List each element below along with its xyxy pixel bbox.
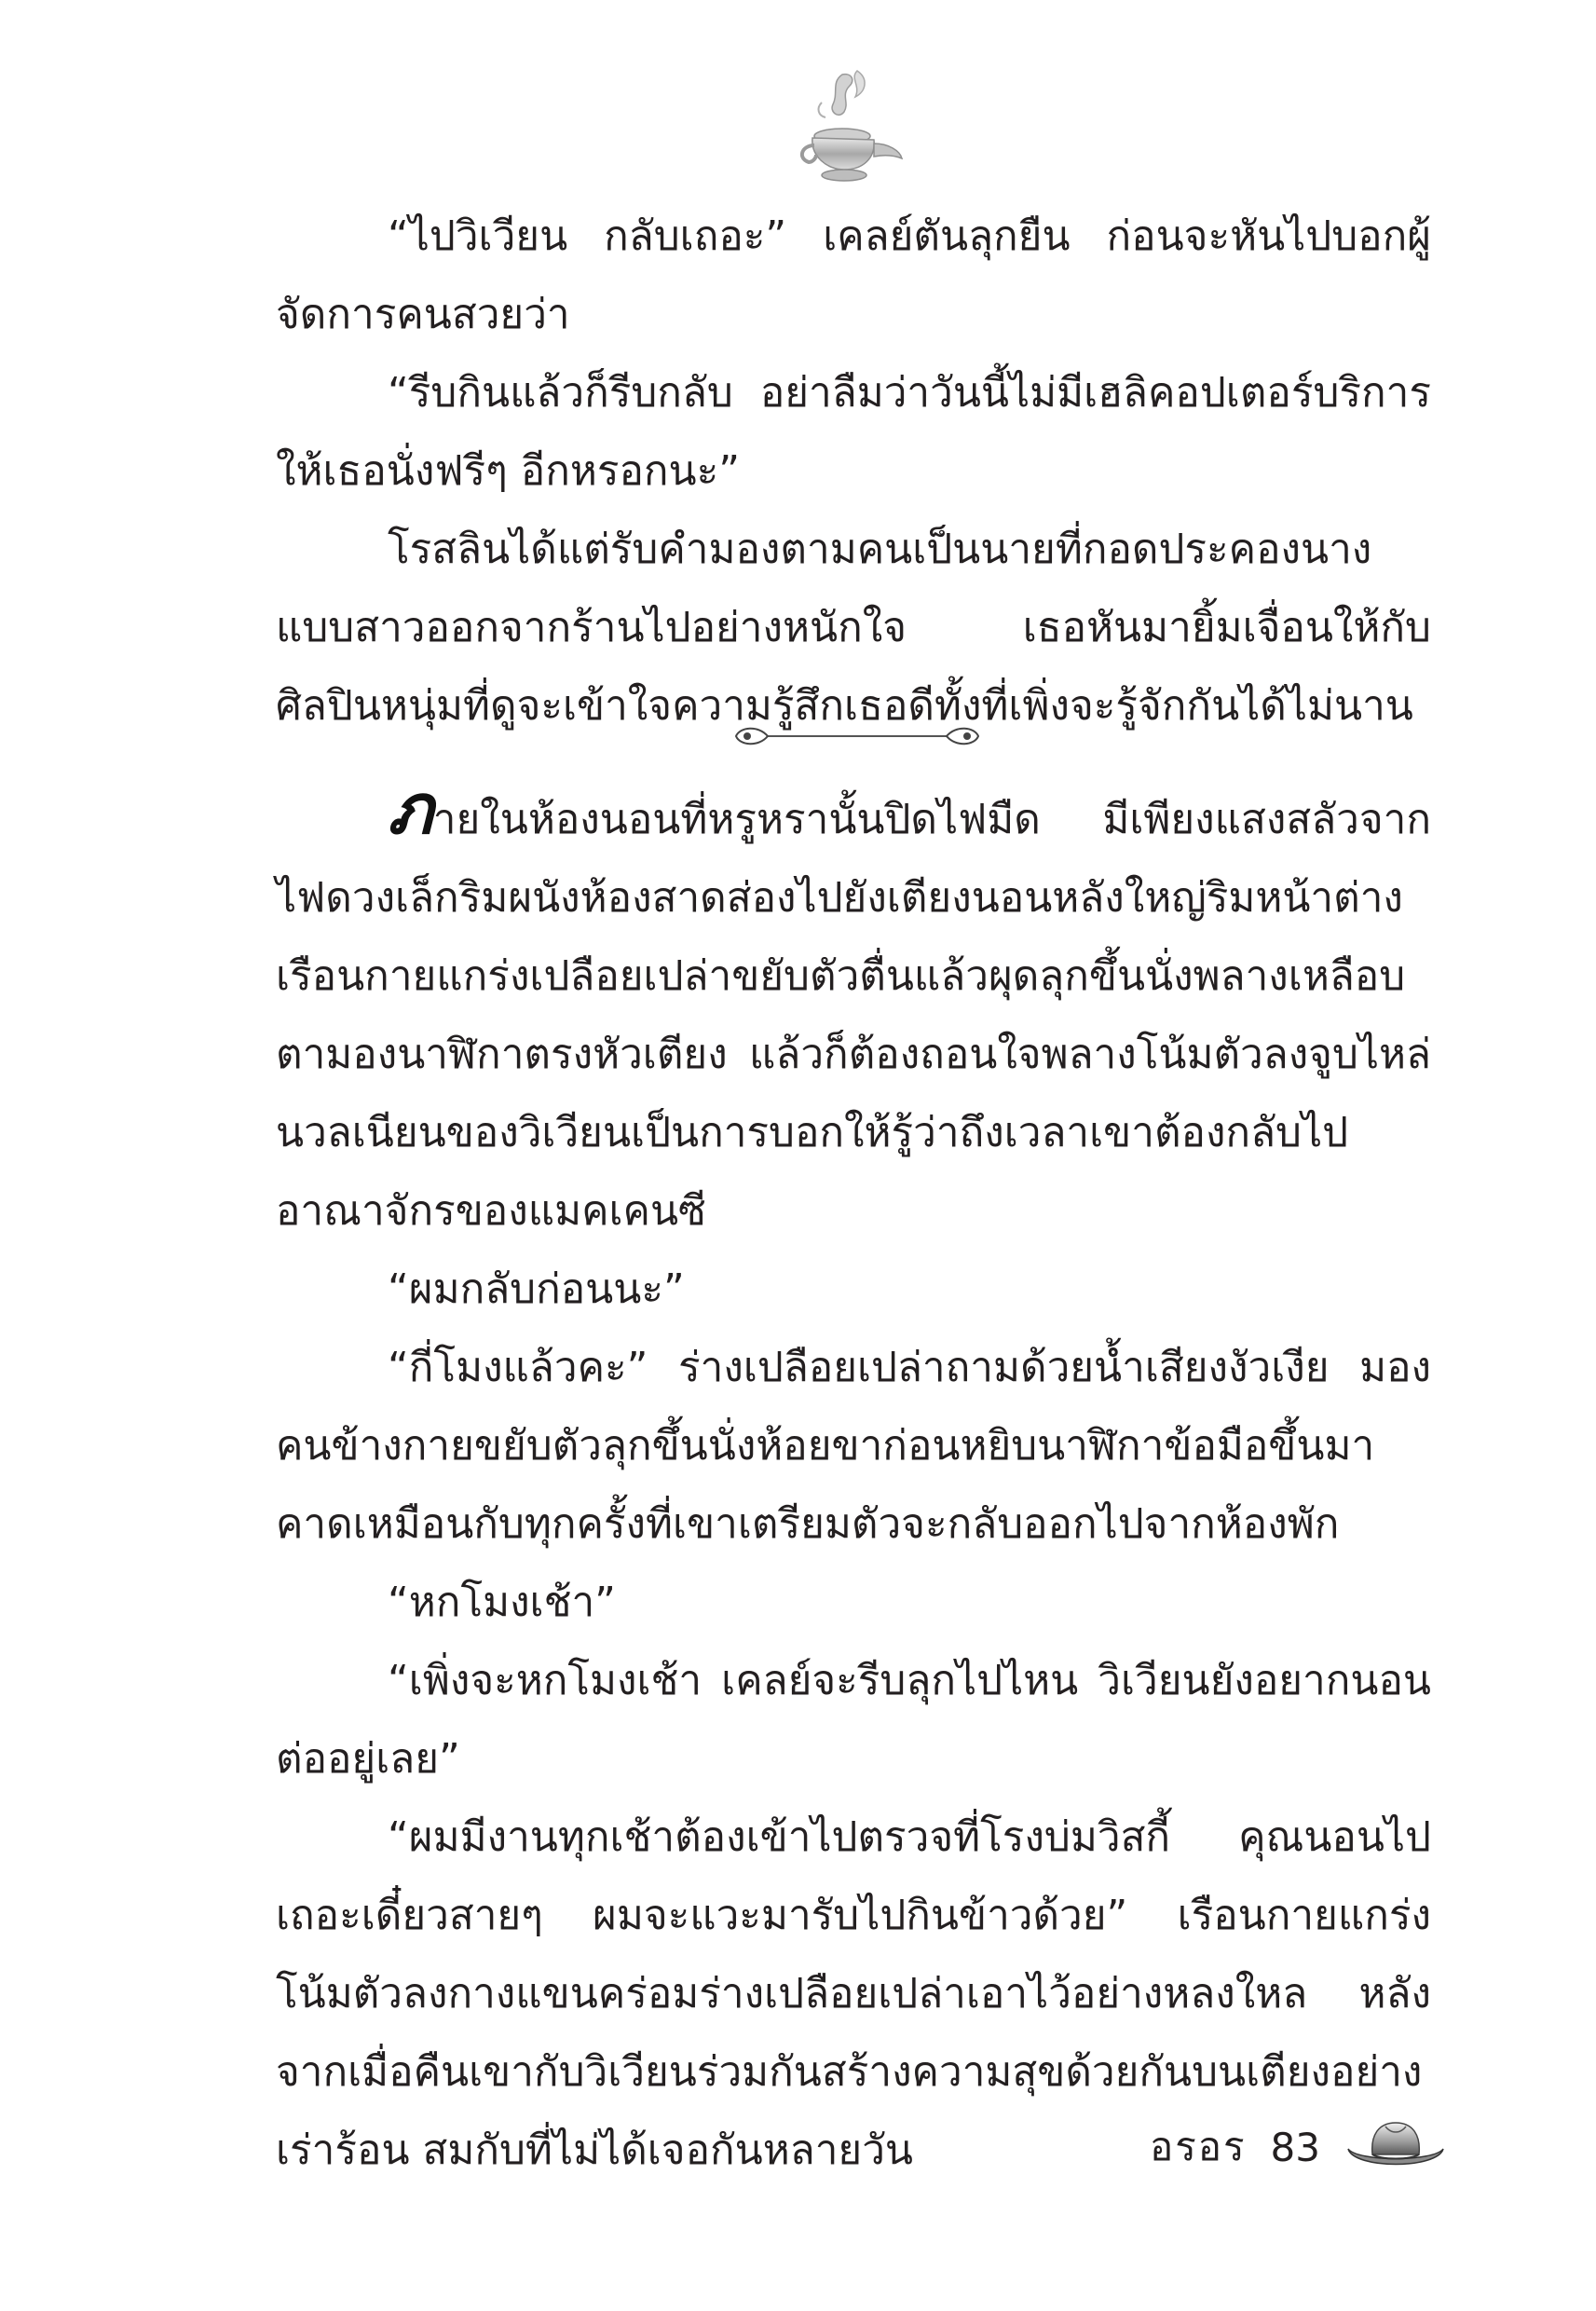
paragraph: “กี่โมงแล้วคะ” ร่างเปลือยเปล่าถามด้วยน้ำเสียงงัวเงีย มองคนข้างกายขยับตัวลุกขึ้นนั่งห้อยขาก่อนหยิบนาฬิกาข้อมือขึ้นมาคาดเหมือนกับทุกครั้งที่เขาเตรียมตัวจะกลับออกไปจากห้องพัก [276,1344,1431,1548]
teapot-ornament-icon [784,65,906,196]
paragraph: “ผมกลับก่อนนะ” [388,1265,685,1313]
author-name: อรอร [1149,2124,1247,2169]
drop-cap: ภ [388,770,433,850]
cowboy-hat-icon [1344,2117,1447,2177]
text-block-bottom [276,770,1431,2190]
paragraph-with-drop-cap [276,770,1431,1251]
paragraph: “ไปวิเวียน กลับเถอะ” เคลย์ตันลุกยืน ก่อนจะหันไปบอกผู้จัดการคนสวยว่า [276,212,1431,338]
paragraph-text: ายในห้องนอนที่หรูหรานั้นปิดไฟมืด มีเพียงแสงสลัวจากไฟดวงเล็กริมผนังห้องสาดส่องไปยังเตียงนอนหลังใหญ่ริมหน้าต่าง เรือนกายแกร่งเปลือยเปล่าขยับตัวตื่นแล้วผุดลุกขึ้นนั่งพลางเหลือบตามองนาฬิกาตรงหัวเตียง แล้วก็ต้องถอนใจพลางโน้มตัวลงจูบไหล่นวลเนียนของวิเวียนเป็นการบอกให้รู้ว่าถึงเวลาเขาต้องกลับไปอาณาจักรของแมคเคนซี [276,796,1431,1235]
paragraph: “ผมมีงานทุกเช้าต้องเข้าไปตรวจที่โรงบ่มวิสกี้ คุณนอนไปเถอะเดี๋ยวสายๆ ผมจะแวะมารับไปกินข้าวด้วย” เรือนกายแกร่งโน้มตัวลงกางแขนคร่อมร่างเปลือยเปล่าเอาไว้อย่างหลงใหล หลังจากเมื่อคืนเขากับวิเวียนร่วมกันสร้างความสุขด้วยกันบนเตียงอย่างเร่าร้อน สมกับที่ไม่ได้เจอกันหลายวัน [276,1813,1431,2174]
text-block-top [276,198,1431,745]
page-footer [1150,2110,1447,2184]
paragraph: “เพิ่งจะหกโมงเช้า เคลย์จะรีบลุกไปไหน วิเวียนยังอยากนอนต่ออยู่เลย” [276,1657,1431,1783]
paragraph: “รีบกินแล้วก็รีบกลับ อย่าลืมว่าวันนี้ไม่มีเฮลิคอปเตอร์บริการให้เธอนั่งฟรีๆ อีกหรอกนะ” [276,369,1431,495]
paragraph: โรสลินได้แต่รับคำมองตามคนเป็นนายที่กอดประคองนางแบบสาวออกจากร้านไปอย่างหนักใจ เธอหันมายิ้มเจื่อนให้กับศิลปินหนุ่มที่ดูจะเข้าใจความรู้สึกเธอดีทั้งที่เพิ่งจะรู้จักกันได้ไม่นาน [276,526,1431,730]
paragraph: “หกโมงเช้า” [388,1579,616,1626]
page-number: 83 [1270,2124,1320,2170]
scroll-divider-icon [727,718,988,755]
